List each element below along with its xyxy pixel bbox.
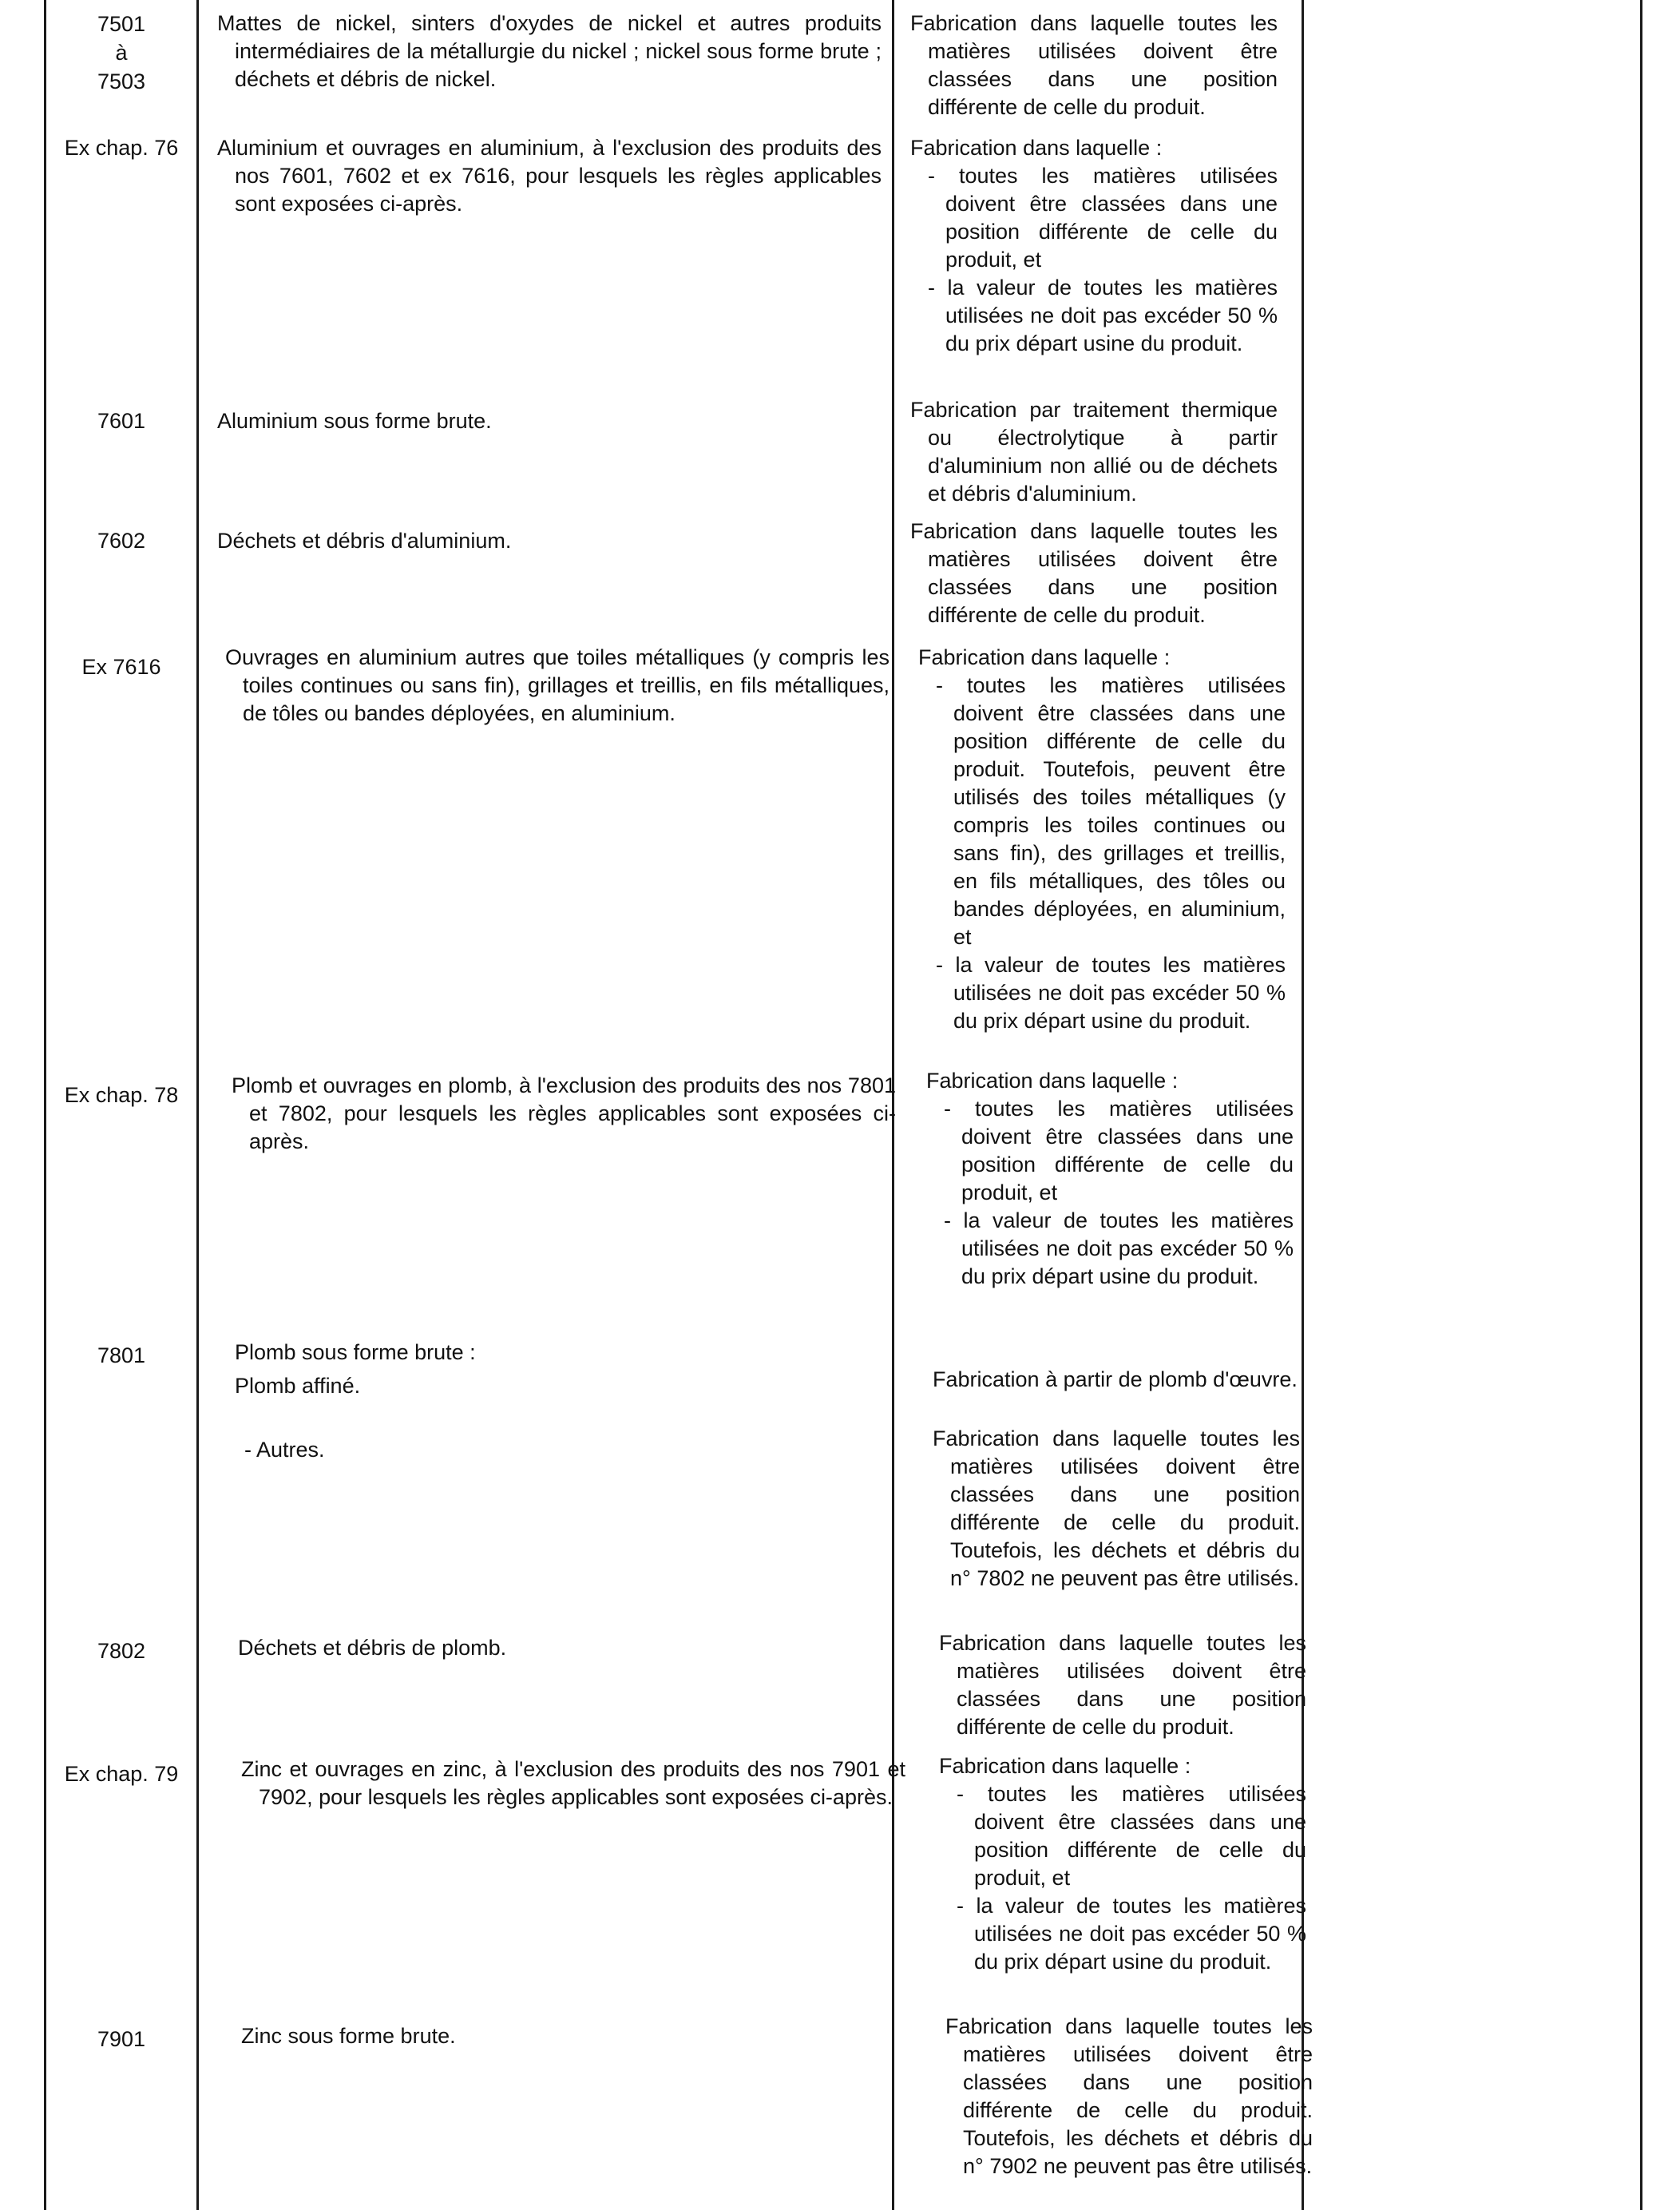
heading-code: 7602 <box>97 529 146 553</box>
rule-lead: Fabrication dans laquelle : <box>926 1069 1179 1093</box>
description-text: Zinc et ouvrages en zinc, à l'exclusion des produits des nos 7901 et 7902, pour lesquels les règles applicables sont exposées ci-après. <box>241 1757 905 1809</box>
heading-code: 7501 à 7503 <box>97 12 146 93</box>
rule-item: - la valeur de toutes les matières utilisées ne doit pas excéder 50 % du prix départ usine du produit. <box>957 1894 1306 1974</box>
product-description <box>225 644 890 728</box>
description-text: Aluminium et ouvrages en aluminium, à l'exclusion des produits des nos 7601, 7602 et ex 7616, pour lesquels les règles applicables sont exposées ci-après. <box>217 136 882 216</box>
rule-text: Fabrication dans laquelle toutes les matières utilisées doivent être classées dans une position différente de celle du produit. <box>910 11 1278 119</box>
origin-rule <box>939 1629 1306 1741</box>
heading-code: Ex 7616 <box>81 655 161 679</box>
sub-description-text: - Autres. <box>244 1438 325 1462</box>
heading-code: 7601 <box>97 409 146 433</box>
product-description <box>217 134 882 218</box>
rule-text: Fabrication dans laquelle toutes les matières utilisées doivent être classées dans une position différente de celle du produit. Toutefois, les déchets et débris du n° 7902 ne peuvent pas être utilisés. <box>945 2014 1313 2178</box>
heading-code: Ex chap. 76 <box>64 136 179 160</box>
table-border-right <box>1640 0 1642 2210</box>
sub-description <box>244 1436 909 1464</box>
description-text: Ouvrages en aluminium autres que toiles métalliques (y compris les toiles continues ou sans fin), grillages et treillis, en fils métalliques, de tôles ou bandes déployées, en aluminium. <box>225 645 890 725</box>
column-divider-1 <box>196 0 199 2210</box>
rule-text: Fabrication dans laquelle toutes les matières utilisées doivent être classées dans une position différente de celle du produit. <box>939 1631 1306 1739</box>
product-description <box>217 10 882 93</box>
rule-item: - la valeur de toutes les matières utilisées ne doit pas excéder 50 % du prix départ usine du produit. <box>944 1208 1294 1288</box>
origin-rule <box>945 2013 1313 2180</box>
rule-lead: Fabrication dans laquelle : <box>939 1754 1191 1778</box>
description-text: Plomb et ouvrages en plomb, à l'exclusion des produits des nos 7801 et 7802, pour lesquels les règles applicables sont exposées ci-après. <box>232 1073 896 1153</box>
origin-rule <box>910 134 1278 358</box>
sub-description <box>235 1372 899 1400</box>
rule-item: - toutes les matières utilisées doivent être classées dans une position différente de celle du produit, et <box>928 164 1278 272</box>
sub-origin-rule <box>933 1425 1300 1593</box>
rule-lead: Fabrication dans laquelle : <box>910 136 1163 160</box>
rule-item: - toutes les matières utilisées doivent être classées dans une position différente de celle du produit. Toutefois, peuvent être utilisés des toiles métalliques (y compris les toiles continues ou sans fin), des grillages et treillis, en fils métalliques, des tôles ou bandes déployées, en aluminium, et <box>936 673 1286 949</box>
origin-rule <box>926 1067 1294 1291</box>
origin-rule <box>939 1752 1306 1976</box>
heading-code: 7901 <box>97 2027 146 2051</box>
description-text: Aluminium sous forme brute. <box>217 409 492 433</box>
sub-origin-rule <box>933 1366 1300 1394</box>
product-description <box>241 2022 905 2050</box>
rule-text: Fabrication dans laquelle toutes les matières utilisées doivent être classées dans une position différente de celle du produit. <box>910 519 1278 627</box>
description-text: Mattes de nickel, sinters d'oxydes de nickel et autres produits intermédiaires de la métallurgie du nickel ; nickel sous forme brute ; déchets et débris de nickel. <box>217 11 882 91</box>
sub-description-text: Plomb affiné. <box>235 1374 361 1398</box>
rule-item: - la valeur de toutes les matières utilisées ne doit pas excéder 50 % du prix départ usine du produit. <box>936 953 1286 1033</box>
product-description <box>235 1339 899 1367</box>
description-text: Déchets et débris de plomb. <box>238 1636 507 1660</box>
product-description <box>241 1756 905 1811</box>
product-description <box>217 407 882 435</box>
product-description <box>238 1634 902 1662</box>
product-description <box>217 527 882 555</box>
description-text: Plomb sous forme brute : <box>235 1340 476 1364</box>
rule-text: Fabrication dans laquelle toutes les matières utilisées doivent être classées dans une position différente de celle du produit. Toutefois, les déchets et débris du n° 7802 ne peuvent pas être utilisés. <box>933 1426 1300 1590</box>
origin-rule <box>910 10 1278 121</box>
rule-item: - toutes les matières utilisées doivent être classées dans une position différente de celle du produit, et <box>957 1782 1306 1890</box>
origin-rule <box>910 518 1278 629</box>
rule-item: - la valeur de toutes les matières utilisées ne doit pas excéder 50 % du prix départ usine du produit. <box>928 276 1278 355</box>
origin-rule <box>910 396 1278 508</box>
origin-rule <box>918 644 1286 1035</box>
heading-code: Ex chap. 78 <box>64 1083 179 1107</box>
description-text: Déchets et débris d'aluminium. <box>217 529 512 553</box>
description-text: Zinc sous forme brute. <box>241 2024 456 2048</box>
heading-code: 7802 <box>97 1639 146 1663</box>
heading-code: Ex chap. 79 <box>64 1762 179 1786</box>
rule-item: - toutes les matières utilisées doivent être classées dans une position différente de celle du produit, et <box>944 1097 1294 1204</box>
product-description <box>232 1072 896 1156</box>
rule-text: Fabrication par traitement thermique ou électrolytique à partir d'aluminium non allié ou de déchets et débris d'aluminium. <box>910 398 1278 506</box>
rule-lead: Fabrication dans laquelle : <box>918 645 1171 669</box>
rule-text: Fabrication à partir de plomb d'œuvre. <box>933 1367 1298 1391</box>
heading-code: 7801 <box>97 1343 146 1367</box>
